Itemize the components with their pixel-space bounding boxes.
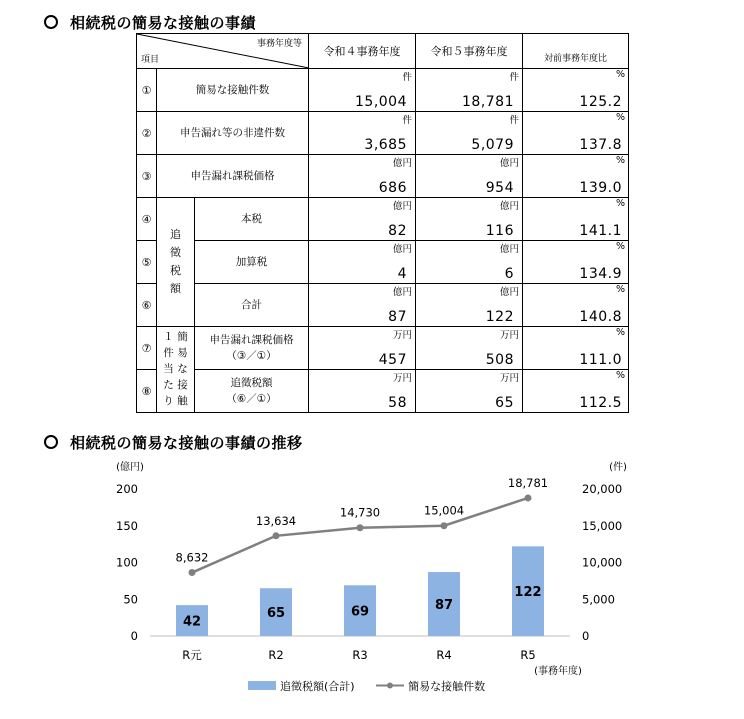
legend-item-bar xyxy=(248,678,355,694)
group-char: 触 xyxy=(177,395,188,407)
value-cell-ratio xyxy=(523,327,629,370)
group-char: 追 xyxy=(170,228,181,241)
row-number: ① xyxy=(137,69,157,112)
group-char: 当 xyxy=(163,363,174,375)
section-title-trend: 相続税の簡易な接触の事績の推移 xyxy=(44,432,303,453)
value-cell-r5 xyxy=(416,327,523,370)
table-row xyxy=(137,112,629,155)
value-cell-ratio xyxy=(523,155,629,198)
group-char: た xyxy=(163,379,174,391)
x-tick-label: R元 xyxy=(182,648,202,662)
value: 18,781 xyxy=(462,94,514,110)
value: 6 xyxy=(504,266,514,282)
line-point xyxy=(273,532,280,539)
row-number: ⑧ xyxy=(137,370,157,413)
y-right-tick: 15,000 xyxy=(582,518,623,533)
table-row xyxy=(137,370,629,413)
group-label-tsuicho xyxy=(157,198,195,327)
value: 137.8 xyxy=(579,137,622,153)
group-char: 件 xyxy=(163,347,174,359)
table-header-row xyxy=(137,34,629,69)
value-cell-r4 xyxy=(309,198,416,241)
row-number: ③ xyxy=(137,155,157,198)
unit-label: 億円 xyxy=(499,244,519,255)
unit-label: 億円 xyxy=(392,287,412,298)
line-point xyxy=(189,569,196,576)
table-row xyxy=(137,198,629,241)
group-char: 徵 xyxy=(170,246,181,259)
unit-label: % xyxy=(615,327,625,338)
line-value-label: 8,632 xyxy=(175,550,209,565)
value-cell-r4 xyxy=(309,155,416,198)
group-char: １ xyxy=(163,331,174,343)
row-label xyxy=(195,370,309,413)
unit-label: 億円 xyxy=(499,158,519,169)
group-char: 接 xyxy=(177,379,188,391)
line-point xyxy=(525,494,532,501)
group-char: な xyxy=(177,363,188,375)
value: 140.8 xyxy=(579,309,622,325)
unit-label: % xyxy=(615,284,625,295)
row-label: 加算税 xyxy=(195,241,309,284)
unit-label: % xyxy=(615,370,625,381)
value-cell-ratio xyxy=(523,198,629,241)
value-cell-r4 xyxy=(309,241,416,284)
value: 3,685 xyxy=(364,137,407,153)
value: 125.2 xyxy=(579,94,622,110)
value-cell-r5 xyxy=(416,198,523,241)
unit-label: 万円 xyxy=(392,330,412,341)
unit-label: 億円 xyxy=(392,244,412,255)
value: 134.9 xyxy=(579,266,622,282)
value: 65 xyxy=(495,395,514,411)
y-left-tick: 50 xyxy=(123,592,138,607)
circle-bullet-icon xyxy=(44,15,58,29)
row-label-line2: （③／①） xyxy=(226,350,277,362)
group-label-per-contact xyxy=(157,327,195,413)
col-header-r5: 令和５事務年度 xyxy=(416,34,523,69)
group-char: 額 xyxy=(170,282,181,295)
value-cell-r4 xyxy=(309,69,416,112)
value: 87 xyxy=(388,309,407,325)
value: 457 xyxy=(378,352,407,368)
value: 116 xyxy=(485,223,514,239)
row-label xyxy=(195,327,309,370)
value: 954 xyxy=(485,180,514,196)
unit-label: 億円 xyxy=(392,201,412,212)
value-cell-ratio xyxy=(523,370,629,413)
table-row xyxy=(137,327,629,370)
value: 82 xyxy=(388,223,407,239)
line-value-label: 14,730 xyxy=(339,505,381,520)
legend-swatch-bar xyxy=(248,681,276,690)
legend-item-line xyxy=(376,678,485,694)
table-row xyxy=(137,241,629,284)
row-number: ④ xyxy=(137,198,157,241)
x-tick-label: R2 xyxy=(268,648,284,662)
line-value-label: 15,004 xyxy=(423,503,465,518)
corner-label-item: 項目 xyxy=(141,55,160,65)
value-cell-r5 xyxy=(416,241,523,284)
row-number: ⑤ xyxy=(137,241,157,284)
row-label-line1: 申告漏れ課税価格 xyxy=(209,334,294,346)
row-label: 本税 xyxy=(195,198,309,241)
value: 508 xyxy=(485,352,514,368)
group-char: 税 xyxy=(170,264,181,277)
header-corner-cell xyxy=(137,34,309,69)
unit-label: 万円 xyxy=(499,373,519,384)
value: 4 xyxy=(397,266,407,282)
legend-label-line: 簡易な接触件数 xyxy=(408,680,486,693)
line-point xyxy=(441,522,448,529)
value: 5,079 xyxy=(471,137,514,153)
line-value-label: 18,781 xyxy=(507,475,549,490)
y-right-tick: 20,000 xyxy=(582,482,623,496)
col-header-r4: 令和４事務年度 xyxy=(309,34,416,69)
line-value-label: 13,634 xyxy=(255,513,297,528)
value-cell-ratio xyxy=(523,112,629,155)
bar-value-label: 122 xyxy=(514,585,542,601)
bar-value-label: 69 xyxy=(350,604,370,620)
unit-label: % xyxy=(615,155,625,166)
value: 122 xyxy=(485,309,514,325)
row-label-line2: （⑥／①） xyxy=(226,393,277,405)
unit-label: 億円 xyxy=(392,158,412,169)
chart-legend xyxy=(248,678,503,694)
value-cell-r5 xyxy=(416,370,523,413)
unit-label: % xyxy=(615,241,625,252)
value: 686 xyxy=(378,180,407,196)
legend-label-bar: 追徵税額(合計) xyxy=(280,680,355,693)
value-cell-ratio xyxy=(523,69,629,112)
row-label: 申告漏れ課税価格 xyxy=(157,155,309,198)
value-cell-r5 xyxy=(416,112,523,155)
unit-label: % xyxy=(615,69,625,80)
row-number: ⑥ xyxy=(137,284,157,327)
circle-bullet-icon xyxy=(44,435,58,449)
value-cell-ratio xyxy=(523,241,629,284)
unit-label: 万円 xyxy=(392,373,412,384)
unit-label: 件 xyxy=(509,115,519,126)
line-point xyxy=(357,524,364,531)
bar-value-label: 65 xyxy=(266,606,286,622)
value: 15,004 xyxy=(355,94,407,110)
row-number: ⑦ xyxy=(137,327,157,370)
group-char: り xyxy=(163,395,174,407)
table-row xyxy=(137,155,629,198)
value: 111.0 xyxy=(579,352,622,368)
col-header-ratio: 対前事務年度比 xyxy=(523,34,629,69)
group-char: 簡 xyxy=(177,331,188,343)
unit-label: 万円 xyxy=(499,330,519,341)
value-cell-r5 xyxy=(416,69,523,112)
section-title-results: 相続税の簡易な接触の事績 xyxy=(44,12,256,33)
y-right-tick: 10,000 xyxy=(582,555,623,570)
y-left-tick: 0 xyxy=(130,629,138,643)
y-right-unit: (件) xyxy=(609,462,627,473)
unit-label: 億円 xyxy=(499,201,519,212)
x-tick-label: R3 xyxy=(352,648,368,662)
group-char: 易 xyxy=(177,347,188,359)
table-row xyxy=(137,69,629,112)
value-cell-r4 xyxy=(309,327,416,370)
x-tick-label: R4 xyxy=(436,648,452,662)
value-cell-r4 xyxy=(309,370,416,413)
unit-label: % xyxy=(615,198,625,209)
trend-chart xyxy=(0,455,744,677)
value: 58 xyxy=(388,395,407,411)
group-char-grid xyxy=(157,330,194,409)
unit-label: 件 xyxy=(509,72,519,83)
value-cell-r5 xyxy=(416,284,523,327)
table-row xyxy=(137,284,629,327)
unit-label: 件 xyxy=(402,115,412,126)
corner-label-fiscal-year: 事務年度等 xyxy=(256,39,302,49)
x-axis-label: (事務年度) xyxy=(534,666,582,677)
bar-value-label: 87 xyxy=(434,598,454,614)
y-right-tick: 5,000 xyxy=(582,592,615,607)
row-label: 申告漏れ等の非違件数 xyxy=(157,112,309,155)
row-label: 合計 xyxy=(195,284,309,327)
row-number: ② xyxy=(137,112,157,155)
value-cell-r5 xyxy=(416,155,523,198)
value: 139.0 xyxy=(579,180,622,196)
value-cell-ratio xyxy=(523,284,629,327)
y-left-tick: 100 xyxy=(116,555,138,570)
legend-swatch-line xyxy=(376,681,404,690)
y-left-tick: 200 xyxy=(116,482,138,496)
row-label: 簡易な接触件数 xyxy=(157,69,309,112)
y-left-unit: (億円) xyxy=(116,462,144,473)
results-table xyxy=(136,33,629,413)
y-left-tick: 150 xyxy=(116,518,138,533)
value-cell-r4 xyxy=(309,284,416,327)
unit-label: 件 xyxy=(402,72,412,83)
x-tick-label: R5 xyxy=(520,648,536,662)
row-label-line1: 追徵税額 xyxy=(230,377,273,389)
unit-label: 億円 xyxy=(499,287,519,298)
value: 112.5 xyxy=(579,395,622,411)
value-cell-r4 xyxy=(309,112,416,155)
value: 141.1 xyxy=(579,223,622,239)
bar-value-label: 42 xyxy=(182,614,202,630)
unit-label: % xyxy=(615,112,625,123)
y-right-tick: 0 xyxy=(582,629,590,643)
